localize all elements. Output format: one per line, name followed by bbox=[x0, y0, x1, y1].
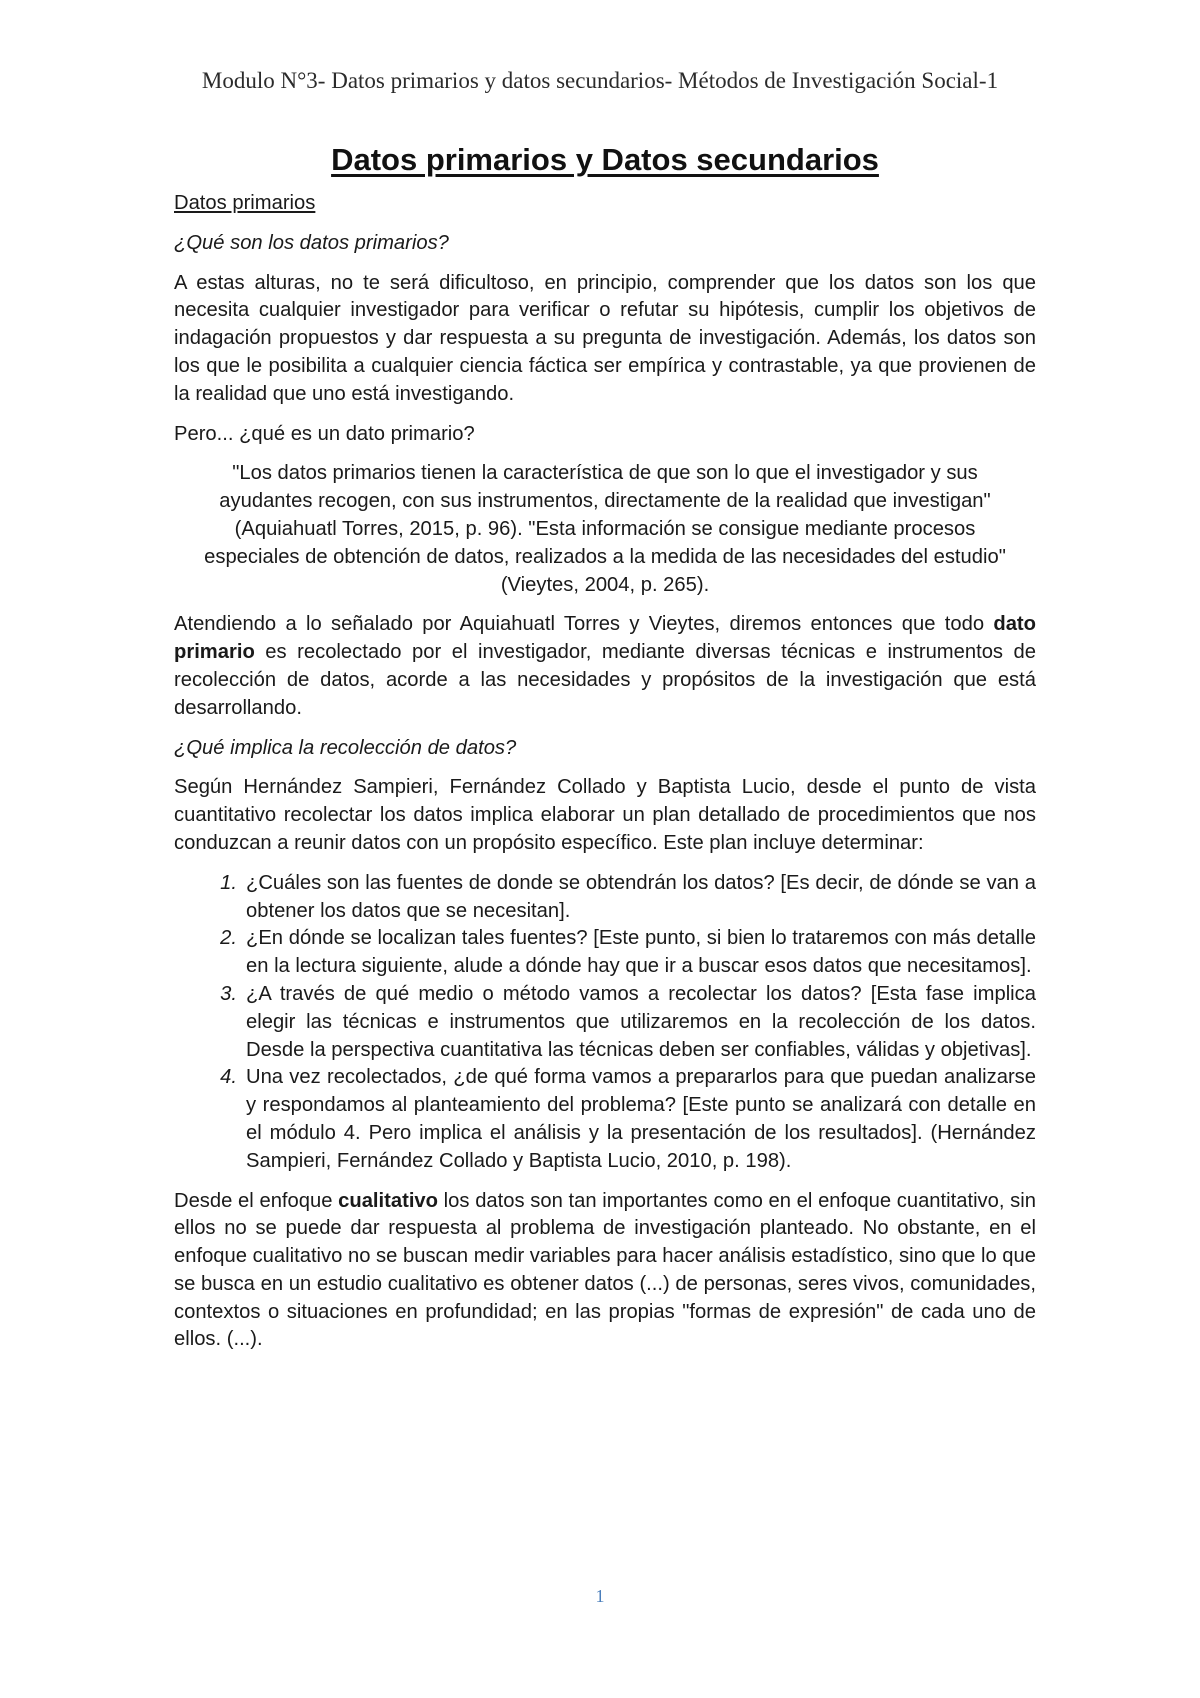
text-run: Atendiendo a lo señalado por Aquiahuatl Torres y Vieytes, diremos entonces que todo bbox=[174, 613, 994, 636]
text-run: es recolectado por el investigador, mediante diversas técnicas e instrumentos de recolección de datos, acorde a las necesidades y propósitos de la investigación que está desarrollando. bbox=[174, 641, 1036, 719]
text-run: Desde el enfoque bbox=[174, 1189, 339, 1212]
bold-term: cualitativo bbox=[338, 1189, 438, 1212]
paragraph bbox=[174, 611, 1036, 722]
text-run: los datos son tan importantes como en el enfoque cuantitativo, sin ellos no se puede dar respuesta al problema de investigación planteado. No obstante, en el enfoque cualitativo no se buscan medir variables para hacer análisis estadístico, sino que lo que se busca en un estudio cualitativo es obtener datos (...) de personas, seres vivos, comunidades, contextos o situaciones en profundidad; en las propias "formas de expresión" de cada uno de ellos. (...). bbox=[174, 1189, 1036, 1351]
list-item bbox=[174, 925, 1036, 981]
document-body bbox=[174, 142, 1036, 1366]
paragraph: Pero... ¿qué es un dato primario? bbox=[174, 422, 475, 445]
list-item-text: ¿A través de qué medio o método vamos a recolectar los datos? [Esta fase implica elegir las técnicas e instrumentos que utilizaremos en la recolección de los datos. Desde la perspectiva cuantitativa las técnicas deben ser confiables, válidas y objetivas]. bbox=[246, 982, 1036, 1061]
question-heading: ¿Qué implica la recolección de datos? bbox=[174, 736, 517, 759]
list-number: 3. bbox=[220, 982, 237, 1005]
list-number: 4. bbox=[220, 1066, 237, 1089]
list-item-text: ¿En dónde se localizan tales fuentes? [Este punto, si bien lo trataremos con más detalle en la lectura siguiente, alude a dónde hay que ir a buscar esos datos que necesitamos]. bbox=[246, 927, 1036, 978]
running-header: Modulo N°3- Datos primarios y datos secundarios- Métodos de Investigación Social-1 bbox=[201, 68, 999, 93]
list-number: 1. bbox=[220, 871, 237, 894]
block-quote: "Los datos primarios tienen la característica de que son lo que el investigador y sus ayudantes recogen, con sus instrumentos, directamente de la realidad que investigan" (Aquiahuatl Torres, 2015, p. 96). "Esta información se consigue mediante procesos especiales de obtención de datos, realizados a la medida de las necesidades del estudio" (Vieytes, 2004, p. 265). bbox=[204, 462, 1006, 596]
list-number: 2. bbox=[220, 927, 237, 950]
section-title: Datos primarios bbox=[174, 192, 316, 214]
list-item bbox=[174, 870, 1036, 926]
numbered-list bbox=[174, 870, 1036, 1176]
question-heading: ¿Qué son los datos primarios? bbox=[174, 231, 449, 254]
bold-term: dato primario bbox=[174, 613, 1036, 664]
list-item bbox=[174, 1064, 1036, 1175]
list-item bbox=[174, 981, 1036, 1064]
list-item-text: ¿Cuáles son las fuentes de donde se obtendrán los datos? [Es decir, de dónde se van a obtener los datos que se necesitan]. bbox=[246, 871, 1036, 922]
paragraph: A estas alturas, no te será dificultoso, en principio, comprender que los datos son los que necesita cualquier investigador para verificar o refutar su hipótesis, cumplir los objetivos de indagación propuestos y dar respuesta a su pregunta de investigación. Además, los datos son los que le posibilita a cualquier ciencia fáctica ser empírica y contrastable, ya que provienen de la realidad que uno está investigando. bbox=[174, 271, 1036, 405]
page-number: 1 bbox=[595, 1586, 605, 1606]
document-title: Datos primarios y Datos secundarios bbox=[331, 142, 879, 177]
paragraph bbox=[174, 1188, 1036, 1355]
paragraph: Según Hernández Sampieri, Fernández Collado y Baptista Lucio, desde el punto de vista cuantitativo recolectar los datos implica elaborar un plan detallado de procedimientos que nos conduzcan a reunir datos con un propósito específico. Este plan incluye determinar: bbox=[174, 776, 1036, 854]
list-item-text: Una vez recolectados, ¿de qué forma vamos a prepararlos para que puedan analizarse y respondamos al planteamiento del problema? [Este punto se analizará con detalle en el módulo 4. Pero implica el análisis y la presentación de los resultados]. (Hernández Sampieri, Fernández Collado y Baptista Lucio, 2010, p. 198). bbox=[246, 1066, 1036, 1172]
